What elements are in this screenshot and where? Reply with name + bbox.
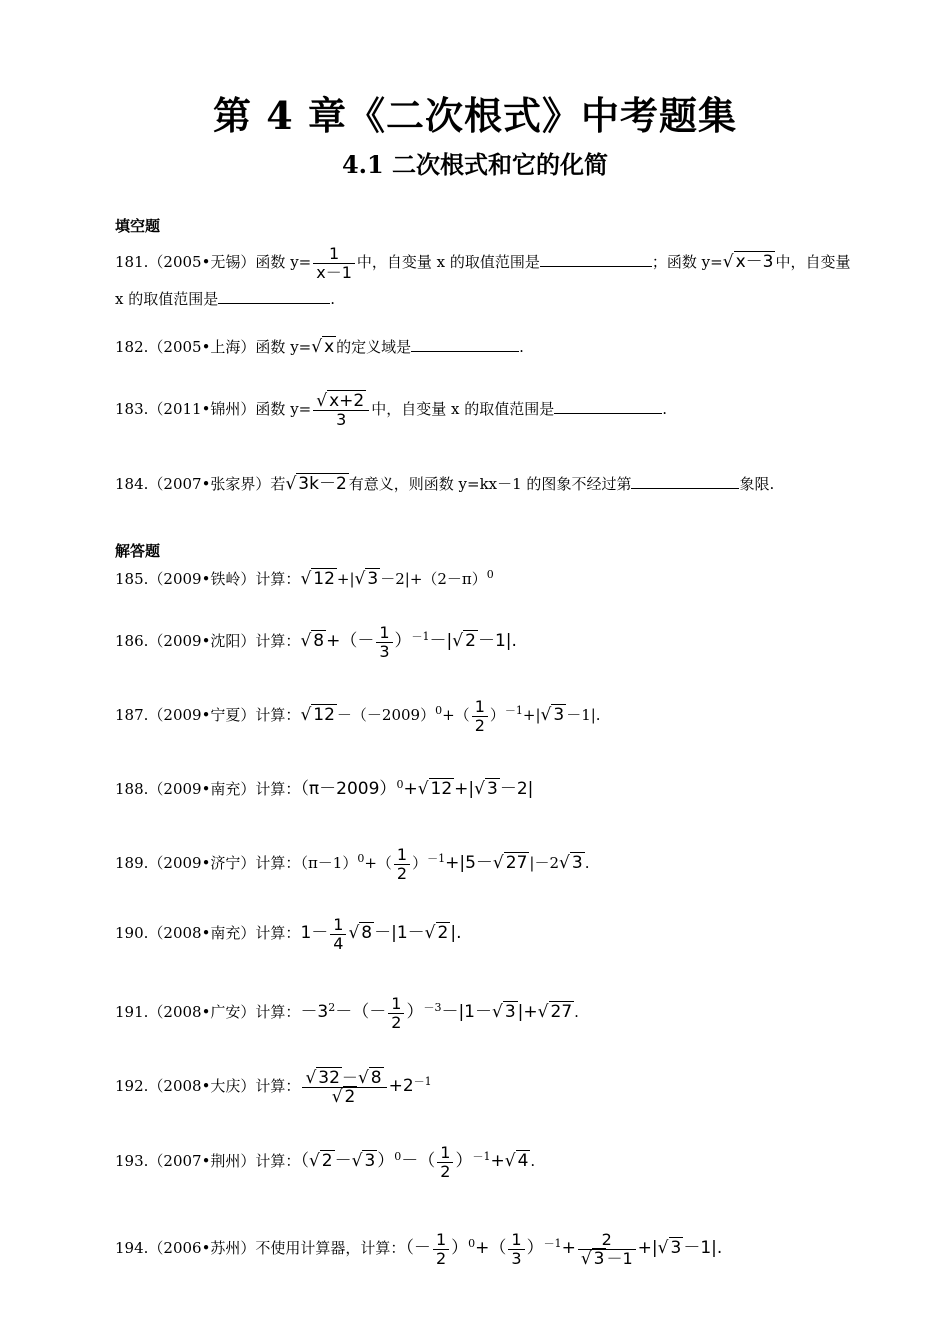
- page-title: 第 4 章《二次根式》中考题集: [213, 93, 737, 138]
- answer-blank: [411, 337, 519, 352]
- radical: √ 3k－2: [285, 474, 347, 494]
- text: －1|.: [683, 1238, 723, 1258]
- text: ）: [489, 706, 505, 724]
- radicand: 8: [361, 923, 373, 943]
- numerator: 1: [508, 1231, 524, 1250]
- radicand: 3k－2: [298, 474, 347, 494]
- exponent: －3: [423, 1001, 442, 1014]
- problem-source: （2008•南充）计算：: [148, 924, 301, 942]
- radical: √ 12: [300, 569, 335, 589]
- exponent: －1: [413, 1075, 432, 1088]
- problem-number: 183.: [115, 400, 149, 418]
- text: －（－2009）: [336, 706, 436, 724]
- answer-blank: [218, 289, 330, 304]
- problem-number: 193.: [115, 1152, 149, 1170]
- fraction: [302, 1069, 386, 1106]
- radical: √ 2: [424, 923, 449, 943]
- text: 中，自变量: [775, 253, 851, 271]
- text: +|: [336, 570, 355, 588]
- denominator: [302, 1088, 386, 1106]
- radicand: 8: [313, 631, 325, 651]
- radicand: x: [324, 337, 335, 357]
- text: +|5－: [445, 853, 493, 873]
- exponent: －1: [504, 704, 523, 717]
- answer-blank: [631, 474, 739, 489]
- radical: √ 32: [305, 1067, 340, 1088]
- text: －|1－: [374, 923, 425, 943]
- problem-number: 192.: [115, 1077, 149, 1095]
- radicand: 3: [504, 1002, 516, 1022]
- radical: √ 3: [559, 853, 583, 873]
- radical: √ 3: [540, 705, 565, 725]
- radical: √ 12: [417, 779, 453, 799]
- problem-184: [115, 465, 845, 503]
- radicand: 2: [344, 1086, 356, 1107]
- numerator: [313, 392, 369, 411]
- exponent: 0: [357, 852, 365, 865]
- radicand: 2: [465, 631, 476, 651]
- radicand: 8: [370, 1067, 382, 1088]
- fraction: [313, 392, 369, 429]
- problem-number: 184.: [115, 475, 149, 493]
- problem-191: [115, 989, 845, 1032]
- section-subtitle: 4.1 二次根式和它的化简: [341, 150, 609, 179]
- answer-blank: [554, 399, 662, 414]
- problem-number: 189.: [115, 854, 149, 872]
- text: －|1－: [441, 1002, 492, 1022]
- text: －2|+（2－π）: [380, 570, 487, 588]
- text: +|: [454, 779, 475, 799]
- problem-183: 183.（2011•锦州）函数 y= $\frac{√ x+2}{3}$ 中，自变量 x 的取值范围是 .: [115, 390, 667, 429]
- radicand: 3: [593, 1248, 605, 1269]
- problem-source: （2009•南充）计算：: [148, 780, 301, 798]
- fraction: [437, 1144, 453, 1181]
- problem-source: （2007•张家界）若: [148, 475, 286, 493]
- problem-source: （2011•锦州）函数 y=: [148, 400, 312, 418]
- problem-number: 185.: [115, 570, 149, 588]
- text: ）: [455, 1151, 473, 1171]
- problem-source: （2008•大庆）计算：: [148, 1077, 301, 1095]
- problem-number: 191.: [115, 1003, 149, 1021]
- radical: √ x+2: [316, 390, 365, 411]
- text: －1: [606, 1248, 633, 1268]
- problem-193: [115, 1138, 845, 1181]
- denominator: 2: [396, 863, 408, 883]
- radicand: x+2: [329, 390, 365, 411]
- radical: √ 3: [474, 779, 498, 799]
- exponent: 0: [468, 1237, 476, 1250]
- exponent: 0: [435, 704, 443, 717]
- problem-source: （2009•济宁）计算：: [148, 854, 301, 872]
- text: －: [341, 1067, 358, 1087]
- problem-number: 194.: [115, 1239, 149, 1257]
- denominator: x－1: [316, 262, 352, 282]
- text: |+: [517, 1002, 538, 1022]
- text: 的定义域是: [336, 338, 412, 356]
- radical: √ 2: [308, 1151, 333, 1171]
- problem-189: [115, 840, 845, 883]
- text: +（: [364, 854, 392, 872]
- text: 中，自变量 x 的取值范围是: [371, 400, 555, 418]
- radical: √ 3: [492, 1002, 516, 1022]
- radicand: 2: [321, 1151, 333, 1171]
- problem-number: 190.: [115, 924, 149, 942]
- problem-182: 182.（2005•上海）函数 y=√ x 的定义域是 .: [115, 328, 845, 366]
- problem-number: 186.: [115, 632, 149, 650]
- denominator: 3: [379, 641, 390, 661]
- text: ）: [394, 631, 412, 651]
- denominator: 2: [391, 1012, 402, 1032]
- radicand: 3: [367, 569, 379, 589]
- radicand: 12: [430, 779, 453, 799]
- text: 中，自变量 x 的取值范围是: [356, 253, 540, 271]
- numerator: 1: [437, 1144, 453, 1163]
- text: +: [490, 1151, 505, 1171]
- numerator: 2: [578, 1231, 636, 1250]
- problem-source: （2009•宁夏）计算：: [148, 706, 301, 724]
- exponent: 0: [396, 778, 404, 791]
- exponent: 2: [328, 1001, 336, 1014]
- text: －|: [429, 631, 453, 651]
- radicand: 12: [313, 705, 335, 725]
- text: ）: [526, 1238, 544, 1258]
- problem-188: [115, 766, 845, 808]
- radicand: 27: [550, 1002, 573, 1022]
- problem-number: 188.: [115, 780, 149, 798]
- problem-source: （2006•苏州）不使用计算器，计算：: [148, 1239, 406, 1257]
- text: +（: [475, 1238, 507, 1258]
- text: .: [530, 1152, 536, 1170]
- problem-source: （2009•沈阳）计算：: [148, 632, 301, 650]
- text: 有意义，则函数 y=kx－1 的图象不经过第: [348, 475, 632, 493]
- radical: √ 3: [580, 1248, 605, 1269]
- text: －（－: [335, 1002, 387, 1022]
- radicand: 12: [313, 569, 335, 589]
- radical: √ x: [311, 337, 335, 357]
- problem-source: （2005•无锡）函数 y=: [148, 253, 312, 271]
- exponent: 0: [486, 568, 494, 581]
- text: （－: [405, 1238, 431, 1258]
- numerator: 1: [388, 995, 404, 1014]
- text: （: [300, 1151, 309, 1171]
- problem-185: [115, 556, 845, 598]
- text: +（: [442, 706, 470, 724]
- text: |.: [450, 923, 462, 943]
- radical: √ 8: [300, 631, 325, 651]
- exponent: －1: [427, 852, 446, 865]
- problem-181: [115, 243, 851, 282]
- problem-187: [115, 692, 845, 735]
- exponent: 0: [394, 1150, 402, 1163]
- fraction: [472, 698, 488, 735]
- denominator: 2: [440, 1161, 451, 1181]
- radicand: 27: [505, 853, 528, 873]
- radical: √ 8: [357, 1067, 382, 1088]
- text: －（: [401, 1151, 436, 1171]
- numerator: 1: [433, 1231, 449, 1250]
- numerator: 1: [472, 698, 488, 717]
- radical: √ x－3: [722, 252, 774, 272]
- radicand: 3: [571, 853, 583, 873]
- section-heading-answer: 解答题: [115, 542, 161, 560]
- radical: √ 3: [657, 1238, 682, 1258]
- text: +|: [637, 1238, 658, 1258]
- radicand: 4: [517, 1151, 529, 1171]
- text: （π－1）: [300, 854, 358, 872]
- text: |－2: [529, 854, 560, 872]
- denominator: 2: [435, 1248, 447, 1268]
- radical: √ 4: [504, 1151, 529, 1171]
- fraction: [508, 1231, 524, 1268]
- numerator: 1: [313, 245, 355, 264]
- exponent: －1: [472, 1150, 491, 1163]
- radicand: 3: [364, 1151, 376, 1171]
- text: －1|.: [566, 706, 601, 724]
- text: x 的取值范围是: [115, 290, 219, 308]
- problem-source: （2009•铁岭）计算：: [148, 570, 301, 588]
- exponent: －1: [411, 630, 430, 643]
- radical: √ 3: [351, 1151, 376, 1171]
- radicand: x－3: [735, 252, 774, 272]
- denominator: [578, 1250, 636, 1268]
- radical: √ 2: [452, 631, 476, 651]
- denominator: 2: [474, 715, 485, 735]
- radicand: 3: [553, 705, 565, 725]
- text: ；函数 y=: [651, 253, 723, 271]
- problem-194: [115, 1225, 845, 1268]
- denominator: 3: [336, 409, 347, 429]
- numerator: 1: [394, 846, 410, 865]
- fraction: [433, 1231, 449, 1268]
- problem-192: [115, 1063, 845, 1106]
- text: －: [334, 1151, 352, 1171]
- text: －1|.: [477, 631, 517, 651]
- problem-186: [115, 618, 845, 661]
- text: ）: [406, 1002, 424, 1022]
- problem-source: （2008•广安）计算：: [148, 1003, 301, 1021]
- problem-number: 181.: [115, 253, 149, 271]
- problem-source: （2005•上海）函数 y=: [148, 338, 312, 356]
- text: 象限.: [739, 475, 775, 493]
- problem-source: （2007•荆州）计算：: [148, 1152, 301, 1170]
- radical: √ 27: [537, 1002, 573, 1022]
- text: +2: [388, 1076, 414, 1096]
- radicand: 3: [670, 1238, 682, 1258]
- text: （π－2009）: [300, 779, 397, 799]
- exponent: －1: [543, 1237, 562, 1250]
- radical: √ 27: [492, 853, 528, 873]
- text: .: [584, 854, 590, 872]
- text: ）: [412, 854, 428, 872]
- fraction: [394, 846, 410, 883]
- text: ）: [451, 1238, 469, 1258]
- text: ）: [377, 1151, 395, 1171]
- problem-181-cont: x 的取值范围是 .: [115, 290, 336, 308]
- fraction: [388, 995, 404, 1032]
- problem-190: [115, 914, 845, 953]
- numerator: 1: [376, 624, 392, 643]
- fraction: [313, 245, 355, 282]
- text: －3: [300, 1002, 329, 1022]
- radical: √ 2: [331, 1086, 356, 1107]
- problem-number: 187.: [115, 706, 149, 724]
- numerator: 1: [330, 916, 346, 935]
- section-heading-fill: 填空题: [115, 217, 161, 235]
- radicand: 3: [487, 779, 498, 799]
- radical: √ 12: [300, 705, 335, 725]
- text: +|: [522, 706, 541, 724]
- denominator: 4: [333, 933, 344, 953]
- text: +: [561, 1238, 576, 1258]
- text: －2|: [499, 779, 534, 799]
- radicand: 2: [437, 923, 449, 943]
- answer-blank: [540, 252, 652, 267]
- problem-number: 182.: [115, 338, 149, 356]
- numerator: [302, 1069, 386, 1088]
- text: +（－: [326, 631, 375, 651]
- radical: √ 3: [354, 569, 379, 589]
- radicand: 32: [318, 1067, 340, 1088]
- text: 1－: [300, 923, 329, 943]
- text: +: [403, 779, 418, 799]
- fraction: [330, 916, 346, 953]
- fraction: [578, 1231, 636, 1268]
- radical: √ 8: [348, 923, 373, 943]
- text: .: [574, 1003, 579, 1021]
- fraction: [376, 624, 392, 661]
- denominator: 3: [511, 1248, 522, 1268]
